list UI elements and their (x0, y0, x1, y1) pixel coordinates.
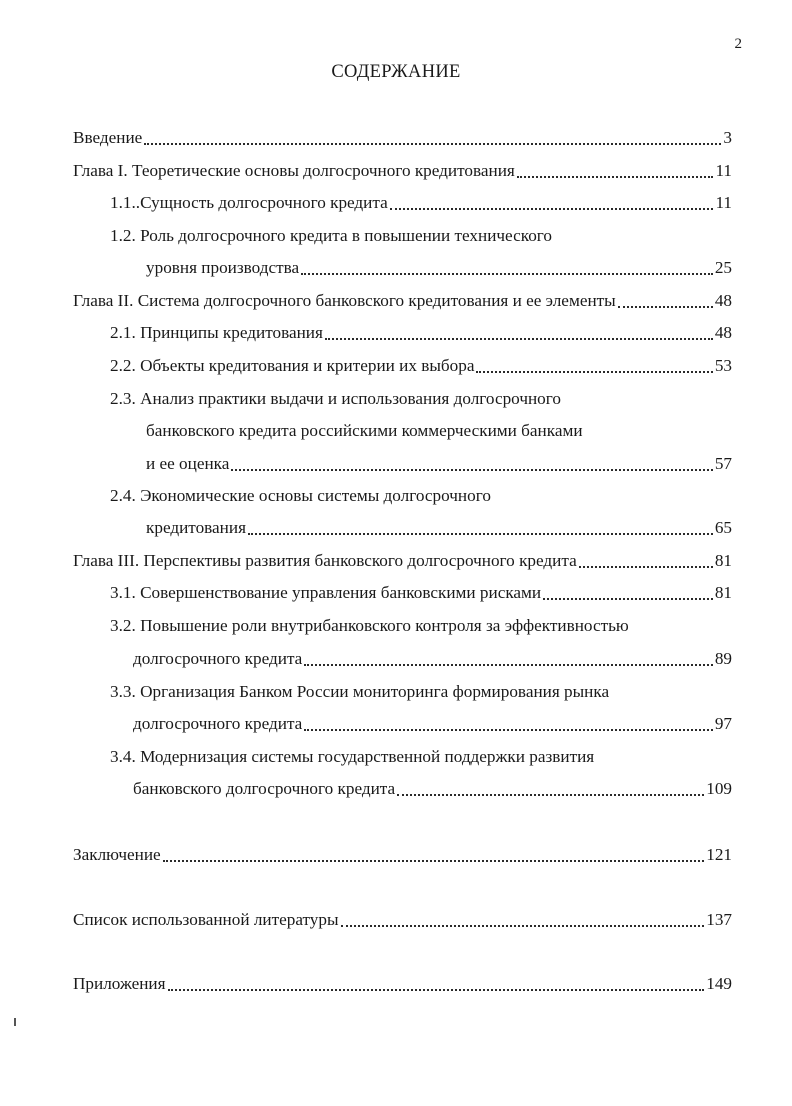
dot-leader (397, 794, 704, 796)
toc-entry-page: 149 (706, 974, 732, 993)
toc-entry-section-2-3-line3 (0, 451, 792, 477)
toc-entry-text: банковского долгосрочного кредита (133, 779, 396, 798)
dot-leader (341, 925, 705, 927)
dot-leader (231, 469, 712, 471)
dot-leader (579, 566, 713, 568)
toc-entry-section-3-4-line1 (0, 744, 792, 770)
scan-mark (14, 1018, 16, 1026)
toc-entry-chapter-3 (0, 548, 792, 574)
toc-entry-text: Глава II. Система долгосрочного банковского кредитования и ее элементы (73, 291, 616, 310)
toc-entry-text: Заключение (73, 845, 161, 864)
toc-entry-text: 3.4. Модернизация системы государственной поддержки развития (110, 747, 595, 766)
toc-entry-text: 2.4. Экономические основы системы долгосрочного (110, 486, 491, 505)
toc-entry-intro (0, 125, 792, 151)
toc-entry-section-2-1 (0, 320, 792, 346)
dot-leader (543, 598, 713, 600)
toc-entry-text: Глава I. Теоретические основы долгосрочного кредитования (73, 161, 515, 180)
toc-entry-page: 11 (715, 161, 732, 180)
toc-entry-section-2-4-line1 (0, 483, 792, 509)
dot-leader (325, 338, 713, 340)
toc-entry-text: 2.2. Объекты кредитования и критерии их выбора (110, 356, 475, 375)
toc-entry-section-3-2-line1 (0, 613, 792, 639)
toc-entry-page: 3 (723, 128, 732, 147)
toc-entry-section-2-3-line1 (0, 386, 792, 412)
toc-entry-chapter-2 (0, 288, 792, 314)
toc-entry-section-3-3-line1 (0, 679, 792, 705)
toc-entry-text: и ее оценка (146, 454, 230, 473)
toc-entry-page: 48 (714, 323, 732, 342)
toc-entry-page: 65 (714, 518, 732, 537)
toc-entry-section-2-2 (0, 353, 792, 379)
dot-leader (476, 371, 712, 373)
toc-entry-page: 11 (715, 193, 732, 212)
toc-entry-section-3-2-line2 (0, 646, 792, 672)
toc-entry-references (0, 907, 792, 933)
dot-leader (163, 860, 705, 862)
toc-entry-page: 25 (714, 258, 732, 277)
toc-entry-conclusion (0, 842, 792, 868)
toc-entry-text: кредитования (146, 518, 246, 537)
toc-entry-text: 3.1. Совершенствование управления банковскими рисками (110, 583, 542, 602)
toc-entry-page: 89 (714, 649, 732, 668)
toc-entry-text: Введение (73, 128, 143, 147)
dot-leader (304, 664, 713, 666)
toc-entry-text: Глава III. Перспективы развития банковского долгосрочного кредита (73, 551, 577, 570)
toc-entry-page: 97 (714, 714, 732, 733)
toc-entry-section-1-2-line1 (0, 223, 792, 249)
dot-leader (618, 306, 713, 308)
toc-entry-section-2-3-line2 (0, 418, 792, 444)
toc-entry-text: 3.2. Повышение роли внутрибанковского контроля за эффективностью (110, 616, 629, 635)
page-title: СОДЕРЖАНИЕ (331, 62, 461, 82)
toc-entry-text: 2.1. Принципы кредитования (110, 323, 323, 342)
dot-leader (301, 273, 713, 275)
toc-entry-page: 53 (714, 356, 732, 375)
dot-leader (248, 533, 713, 535)
toc-entry-section-1-2-line2 (0, 255, 792, 281)
toc-entry-text: Приложения (73, 974, 166, 993)
dot-leader (144, 143, 721, 145)
toc-entry-page: 81 (714, 583, 732, 602)
toc-entry-section-3-1 (0, 580, 792, 606)
toc-entry-text: 3.3. Организация Банком России мониторинга формирования рынка (110, 682, 610, 701)
toc-entry-page: 81 (714, 551, 732, 570)
toc-entry-section-2-4-line2 (0, 515, 792, 541)
dot-leader (390, 208, 714, 210)
toc-entry-text: 2.3. Анализ практики выдачи и использования долгосрочного (110, 389, 561, 408)
toc-entry-page: 121 (706, 845, 732, 864)
toc-entry-section-3-4-line2 (0, 776, 792, 802)
toc-entry-text: долгосрочного кредита (133, 649, 303, 668)
toc-entry-page: 57 (714, 454, 732, 473)
toc-entry-page: 109 (706, 779, 732, 798)
dot-leader (517, 176, 714, 178)
toc-entry-text: банковского кредита российскими коммерческими банками (146, 421, 583, 440)
toc-entry-section-1-1 (0, 190, 792, 216)
toc-entry-text: долгосрочного кредита (133, 714, 303, 733)
toc-entry-section-3-3-line2 (0, 711, 792, 737)
toc-entry-appendices (0, 971, 792, 997)
toc-entry-page: 137 (706, 910, 732, 929)
toc-entry-text: уровня производства (146, 258, 300, 277)
dot-leader (304, 729, 713, 731)
toc-entry-text: 1.2. Роль долгосрочного кредита в повышении технического (110, 226, 553, 245)
toc-entry-text: 1.1..Сущность долгосрочного кредита (110, 193, 388, 212)
toc-entry-page: 48 (714, 291, 732, 310)
toc-entry-chapter-1 (0, 158, 792, 184)
toc-entry-text: Список использованной литературы (73, 910, 339, 929)
page-number: 2 (734, 36, 742, 52)
dot-leader (168, 989, 705, 991)
